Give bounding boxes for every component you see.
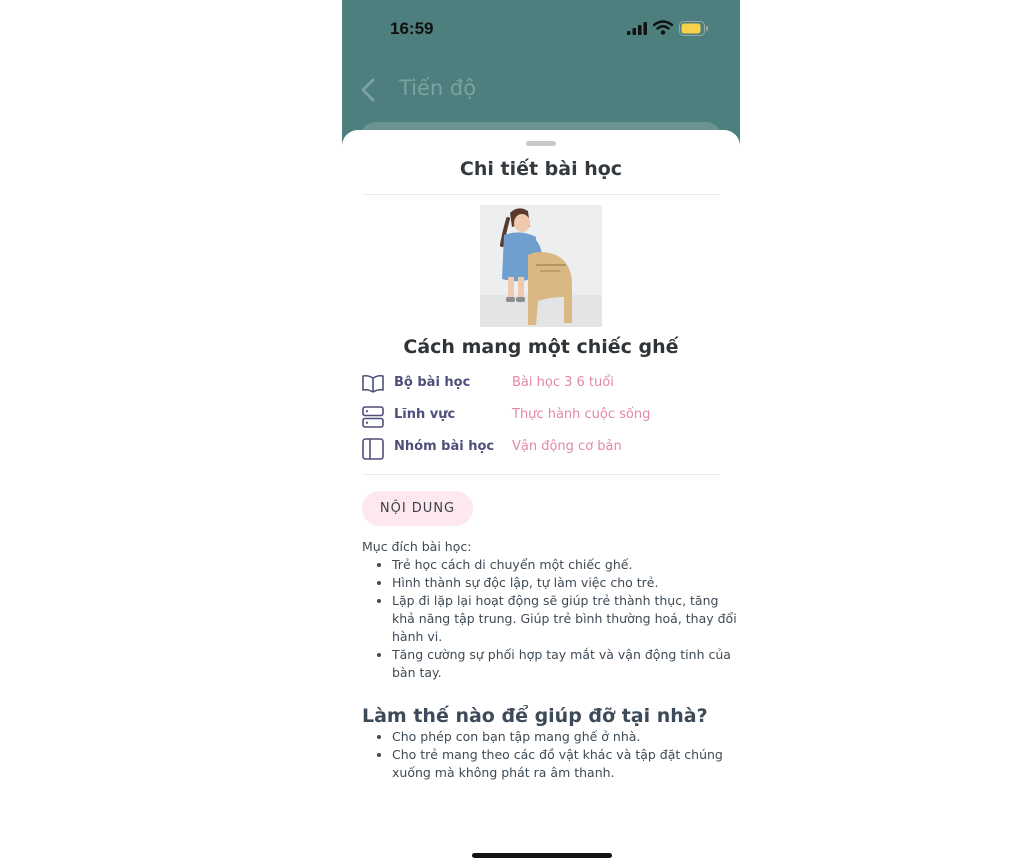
lesson-title: Cách mang một chiếc ghế xyxy=(403,336,679,358)
back-chevron-icon[interactable] xyxy=(360,78,376,102)
nav-title: Tiến độ xyxy=(399,76,477,100)
nav-bar xyxy=(342,70,740,110)
info-row-lesson-group xyxy=(362,436,722,460)
info-label: Nhóm bài học xyxy=(394,439,495,454)
book-icon xyxy=(362,374,384,394)
phone-screen xyxy=(342,0,740,865)
list-item: • Cho trẻ mang theo các đồ vật khác và tập đặt chúng xuống mà không phát ra âm thanh. xyxy=(392,746,740,782)
list-item: • Hình thành sự độc lập, tự làm việc cho trẻ. xyxy=(392,574,740,592)
info-value: Vận động cơ bản xyxy=(512,439,622,454)
list-item: • Lặp đi lặp lại hoạt động sẽ giúp trẻ thành thục, tăng khả năng tập trung. Giúp trẻ bình thường hoá, thay đổi hành vi. xyxy=(392,592,740,646)
list-item: • Trẻ học cách di chuyển một chiếc ghế. xyxy=(392,556,740,574)
info-value: Bài học 3 6 tuổi xyxy=(512,375,614,390)
info-value: Thực hành cuộc sống xyxy=(512,407,651,422)
lesson-detail-sheet xyxy=(342,130,740,865)
content-chip[interactable]: NỘI DUNG xyxy=(362,491,473,526)
list-item: • Tăng cường sự phối hợp tay mắt và vận động tinh của bàn tay. xyxy=(392,646,740,682)
status-bar xyxy=(342,0,740,58)
lesson-photo xyxy=(480,205,602,327)
sheet-drag-handle[interactable] xyxy=(526,141,556,146)
home-indicator[interactable] xyxy=(472,853,612,858)
purpose-label: Mục đích bài học: xyxy=(362,539,472,554)
server-icon xyxy=(362,406,384,428)
divider xyxy=(362,194,720,195)
battery-icon xyxy=(679,21,709,36)
info-label: Lĩnh vực xyxy=(394,407,456,422)
wifi-icon xyxy=(653,20,673,35)
sheet-title: Chi tiết bài học xyxy=(459,158,623,180)
child-carrying-chair-illustration xyxy=(480,205,602,327)
panel-icon xyxy=(362,438,384,460)
home-help-heading: Làm thế nào để giúp đỡ tại nhà? xyxy=(362,705,708,727)
info-row-field xyxy=(362,404,722,428)
info-row-lesson-set xyxy=(362,372,722,396)
cellular-signal-icon xyxy=(627,22,647,35)
purpose-list xyxy=(362,556,740,682)
divider xyxy=(362,474,720,475)
info-label: Bộ bài học xyxy=(394,375,471,390)
list-item: • Cho phép con bạn tập mang ghế ở nhà. xyxy=(392,728,740,746)
home-help-list xyxy=(362,728,740,782)
status-time: 16:59 xyxy=(390,19,434,38)
